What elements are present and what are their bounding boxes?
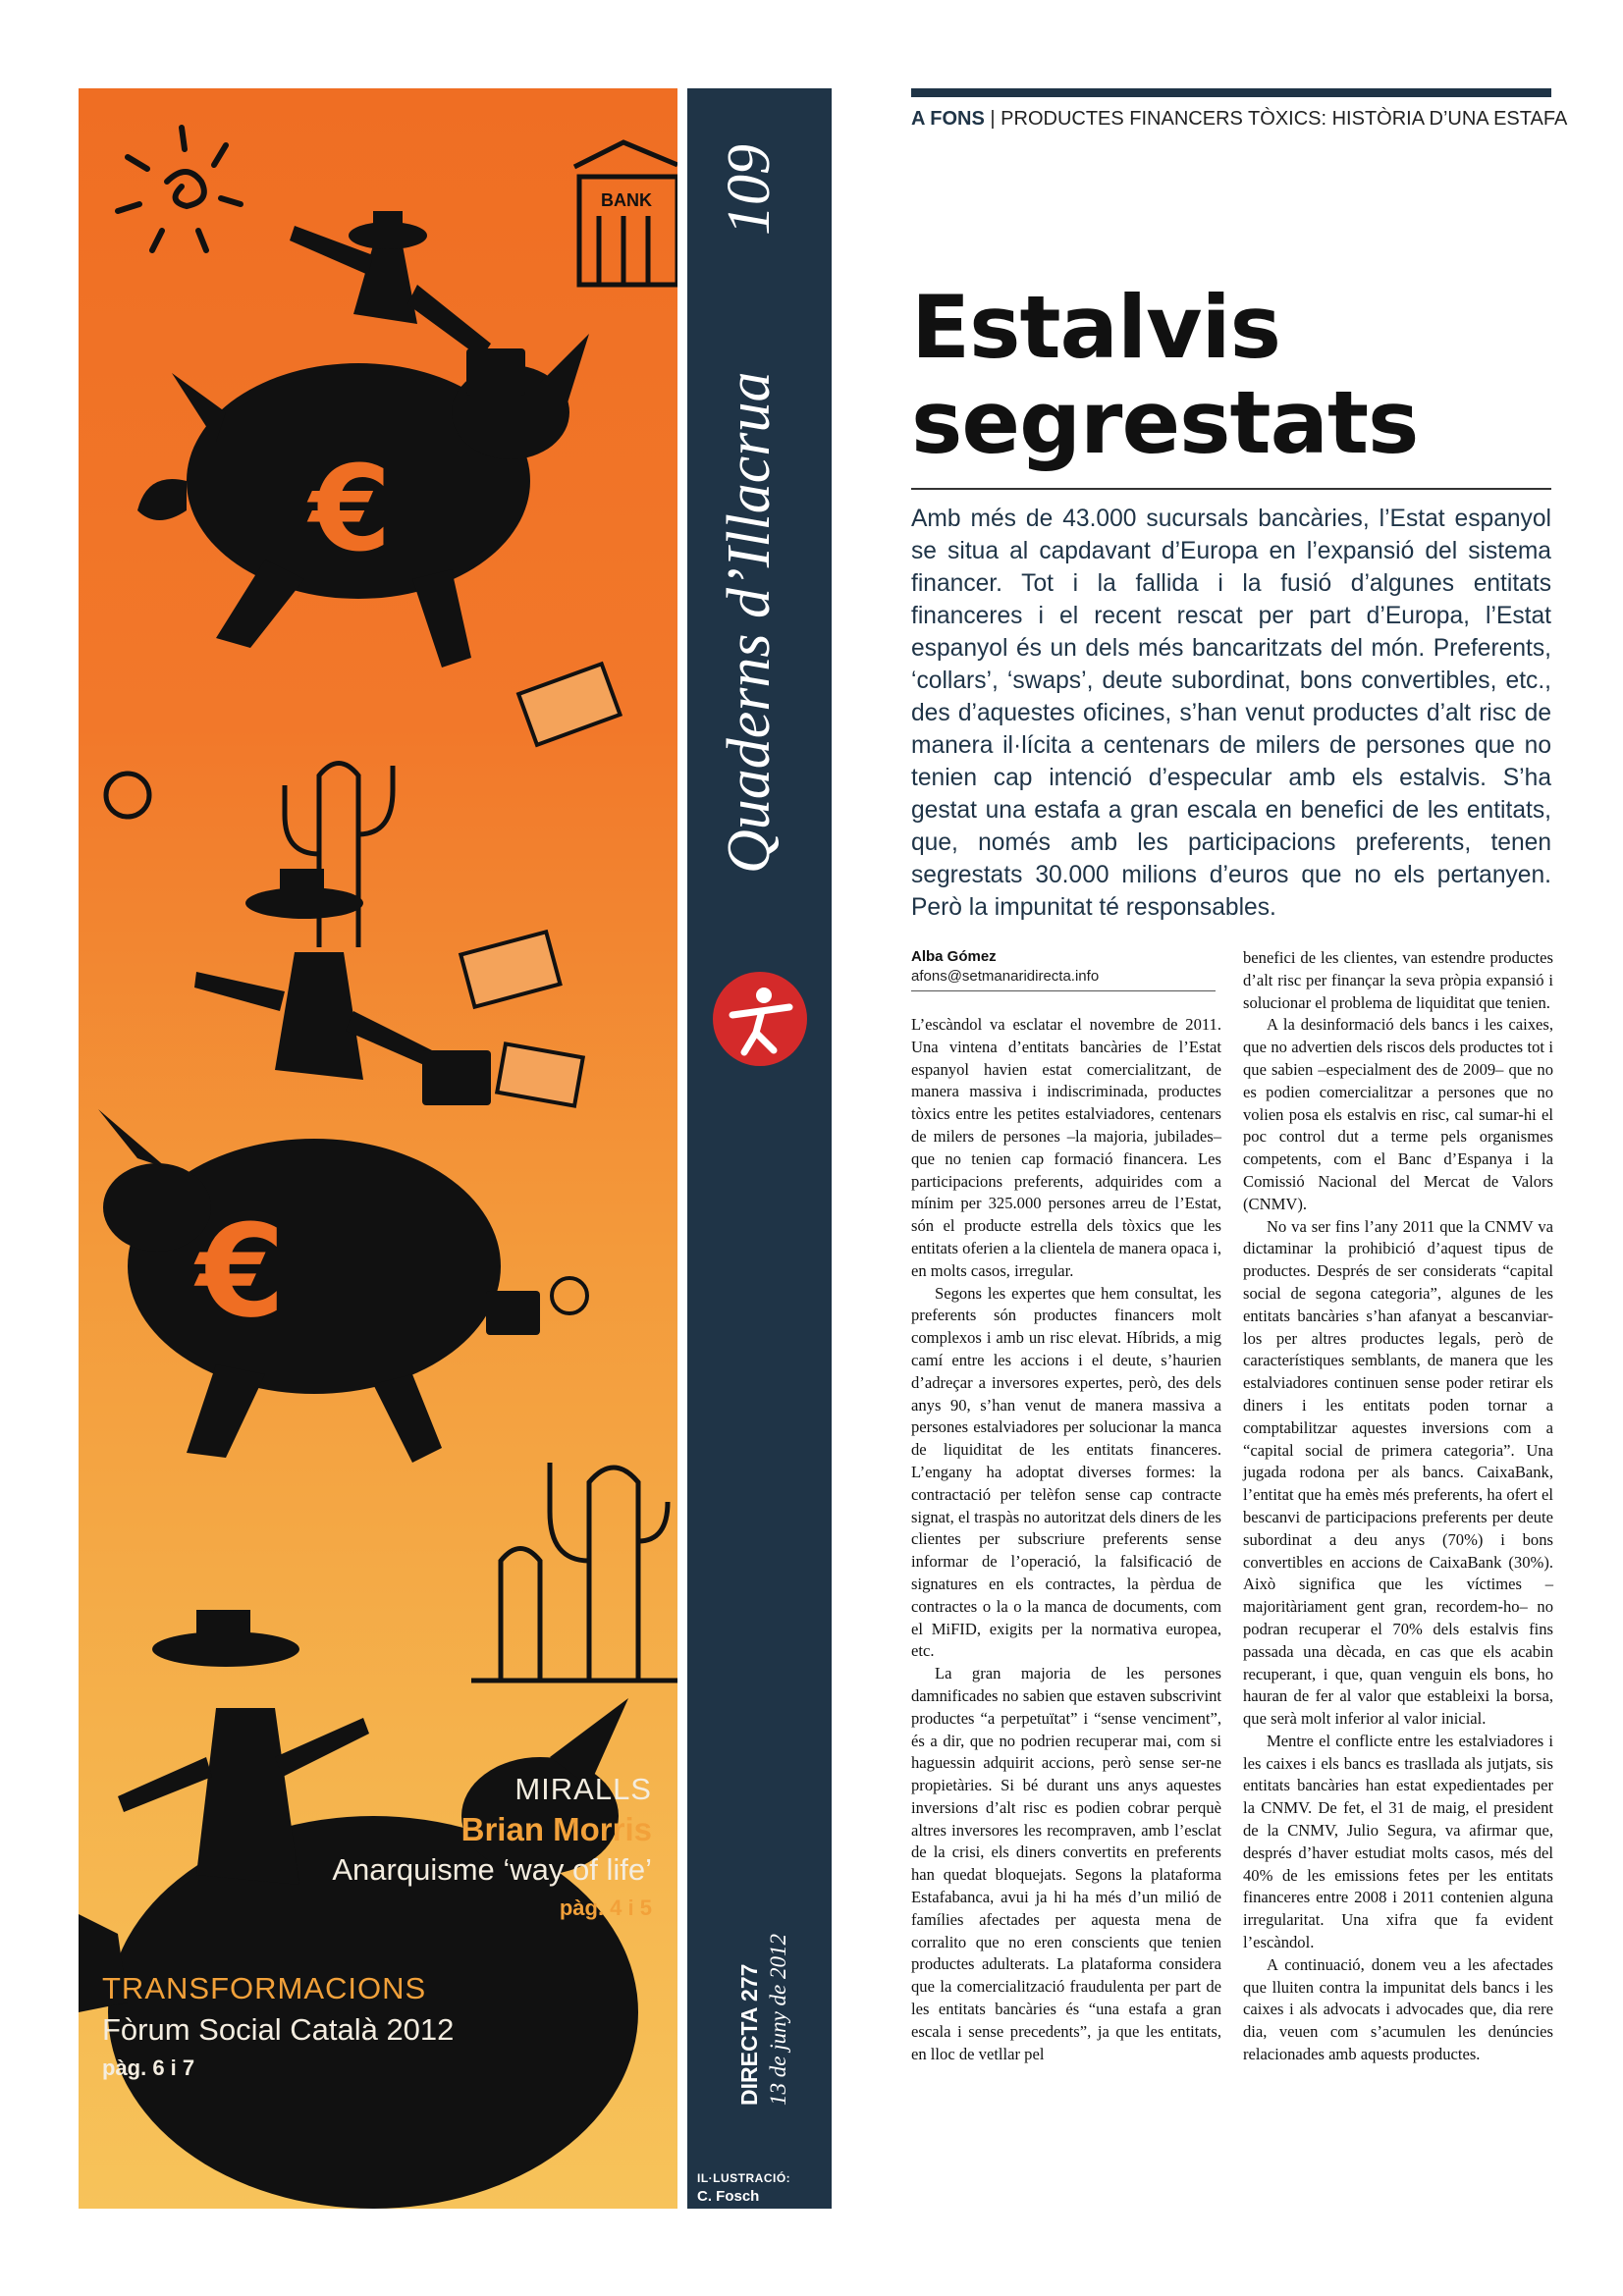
pig-icon [137, 211, 589, 667]
body-paragraph: A continuació, donem veu a les afectades que lluiten contra la impunitat dels bancs i les caixes i als advocats i advocades que, dia rere dia, veuen com s’acumulen les denúncies relacionades amb aquests productes. [1243, 1954, 1553, 2064]
pig-icon [98, 869, 501, 1463]
masthead-number: 109 [716, 144, 783, 236]
body-column-1 [911, 1014, 1221, 2065]
issue-label [736, 1964, 763, 2106]
body-paragraph: Mentre el conflicte entre les estalviadores i les caixes i els bancs es trasllada als jutjats, sis entitats bancàries han estat expedientades per la CNMV. De fet, el 31 de maig, el president de la CNMV, Julio Segura, va afirmar que, després d’haver estudiat molts casos, més del 40% de les emissions fetes per les entitats financeres entre 2008 i 2011 contenien alguna irregularitat. Una xifra que fa evident l’escàndol. [1243, 1731, 1553, 1952]
promo-transformacions[interactable] [102, 1971, 454, 2081]
body-paragraph: A la desinformació dels bancs i les caixes, que no advertien dels riscos dels productes tot i que sabien –especialment des de 2009– que no es podien comercialitzar a persones que no volien posa els estalvis en risc, cal sumar-hi el poc control dut a terme pels organismes competents, com el Banc d’Espanya i la Comissió Nacional del Mercat de Valors (CNMV). [1243, 1015, 1553, 1213]
euro-icon: € [196, 1197, 286, 1346]
body-paragraph: No va ser fins l’any 2011 que la CNMV va dictaminar la prohibició d’aquest tipus de productes. Després de ser considerats “capital social de segona categoria”, algunes de les entitats bancàries s’han afanyat a bescanviar-los per altres productes legals, però de característiques semblants, de manera que les estalviadores continuen sense poder retirar els diners i les entitats poden tornar a comptabilitzar aquestes inversions com a “capital social de primera categoria”. Una jugada rodona per als bancs. CaixaBank, l’entitat que ha emès més preferents, ha ofert el bescanvi de participacions preferents per deute subordinat a deu anys (70%) i bons convertibles en accions de CaixaBank (30%). Això significa que les víctimes –majoritàriament gent gran, recordem-ho– no podran recuperar el 70% dels estalvis fins passada una dècada, en cas que els acabin recuperant, i que, quan venguin els bons, ho hauran de fer al valor que estableixi la borsa, que serà molt inferior al valor inicial. [1243, 1216, 1553, 1729]
body-column-2 [1243, 947, 1553, 2066]
issue-date: 13 de juny de 2012 [766, 1933, 790, 2106]
body-paragraph: Segons les expertes que hem consultat, les preferents són productes financers molt complexos i amb un risc elevat. Híbrids, a mig camí entre les accions i el deute, s’haurien d’adreçar a inversores expertes, però, des dels anys 90, s’han venut de manera massiva a persones estalviadores per solucionar la manca de liquiditat de les entitats financeres. L’engany ha adoptat diverses formes: la contractació per telèfon sense cap contracte signat, el traspàs no autoritzat dels diners de les clientes per subscriure preferents sense informar de l’operació, la falsificació de signatures en els contractes, la pèrdua de contractes o la o la manca de documents, com el MiFID, exigits per la normativa europea, etc. [911, 1283, 1221, 1661]
promo-miralls[interactable] [332, 1772, 652, 1921]
credit-name: C. Fosch [697, 2188, 760, 2205]
body-paragraph: L’escàndol va esclatar el novembre de 2011. Una vintena d’entitats bancàries de l’Estat espanyol havien estat comercialitzant, de manera massiva i indiscriminada, productes tòxics entre les petites estalviadores, centenars de milers de persones –la majoria, jubilades– que no tenien cap formació financera. Les participacions preferents, adquirides com a mínim per 325.000 persones arreu de l’Estat, són el producte estrella dels tòxics que les entitats oferien a la clientela de manera opaca i, en molts casos, irregular. [911, 1015, 1221, 1280]
issue-date-wrap [766, 1934, 791, 2106]
promo-section: MIRALLS [514, 1772, 652, 1806]
kicker [911, 108, 1568, 131]
masthead-band [687, 88, 832, 2209]
promo-subtitle: Fòrum Social Català 2012 [102, 2012, 455, 2047]
top-rule [911, 88, 1551, 97]
headline-line-2: segrestats [911, 372, 1419, 473]
promo-subtitle: Anarquisme ‘way of life’ [332, 1852, 652, 1887]
illustration-credit [697, 2171, 790, 2205]
masthead-number-wrap [715, 144, 784, 236]
headline-line-1: Estalvis [911, 277, 1281, 378]
masthead-title: Quaderns d’Illacrua [716, 371, 783, 874]
bank-icon [574, 142, 677, 285]
euro-icon: € [309, 442, 392, 578]
directa-logo [713, 972, 807, 1066]
body-paragraph: benefici de les clientes, van estendre productes d’alt risc per finançar la seva pròpia expansió i solucionar el problema de liquiditat que tenien. [1243, 948, 1553, 1012]
promo-name: Brian Morris [460, 1811, 652, 1847]
kicker-separator: | [990, 108, 996, 130]
body-paragraph: La gran majoria de les persones damnificades no sabien que estaven subscrivint productes “a perpetuïtat” i “sense venciment”, és a dir, que no podrien recuperar mai, com si haguessin adquirit accions, però sense ser-ne propietàries. Si bé durant uns anys aquestes inversions d’alt risc es podien cobrar perquè altres inversores les recompraven, amb l’esclat de la crisi, els diners convertits en preferents han quedat bloquejats. Segons la plataforma Estafabanca, avui ja hi ha més d’un milió de famílies afectades per aquesta mena de corralito que no eren conscients que tenien productes adulterats. La plataforma considera que la comercialització fraudulenta per part de les entitats bancàries és “una estafa a gran escala i sense precedents”, ja que les entitats, en lloc de vetllar pel [911, 1664, 1221, 2063]
promo-section: TRANSFORMACIONS [102, 1971, 427, 2005]
svg-text:BANK: BANK [601, 190, 652, 210]
lead-paragraph: Amb més de 43.000 sucursals bancàries, l’Estat espanyol se situa al capdavant d’Europa en l’expansió del sistema financer. Tot i la fallida i la fusió d’algunes entitats financeres i el recent rescat per part d’Europa, l’Estat espanyol és un dels més bancaritzats del món. Preferents, ‘collars’, ‘swaps’, deute subordinat, bons convertibles, etc., des d’aquestes oficines, s’han venut productes d’alt risc de manera il·lícita a centenars de milers de persones que no tenien cap intenció d’especular amb els estalvis. S’ha gestat una estafa a gran escala en benefici de les entitats, que, només amb les participacions preferents, tenen segrestats 30.000 milions d’euros que no els pertanyen. Però la impunitat té responsables. [911, 506, 1551, 921]
briefcase-icon [486, 1291, 540, 1335]
directa-logo-icon [713, 972, 807, 1066]
cover-illustration [79, 88, 677, 2209]
credit-label: IL·LUSTRACIÓ: [697, 2171, 791, 2185]
author-name: Alba Gómez [911, 948, 997, 965]
headline-rule [911, 488, 1551, 490]
byline [911, 948, 1216, 991]
byline-rule [911, 990, 1216, 991]
cactus-icon [285, 764, 393, 948]
masthead [715, 372, 784, 874]
sun-icon [118, 128, 241, 250]
issue-number: DIRECTA 277 [736, 1963, 762, 2106]
promo-pages: pàg. 4 i 5 [559, 1896, 652, 1920]
cactus-icon [471, 1463, 677, 1681]
headline [911, 277, 1559, 473]
author-email[interactable]: afons@setmanaridirecta.info [911, 968, 1100, 985]
promo-pages: pàg. 6 i 7 [102, 2056, 195, 2080]
kicker-section: A FONS [911, 108, 985, 130]
kicker-topic: PRODUCTES FINANCERS TÒXICS: HISTÒRIA D’UNA ESTAFA [1001, 108, 1568, 130]
